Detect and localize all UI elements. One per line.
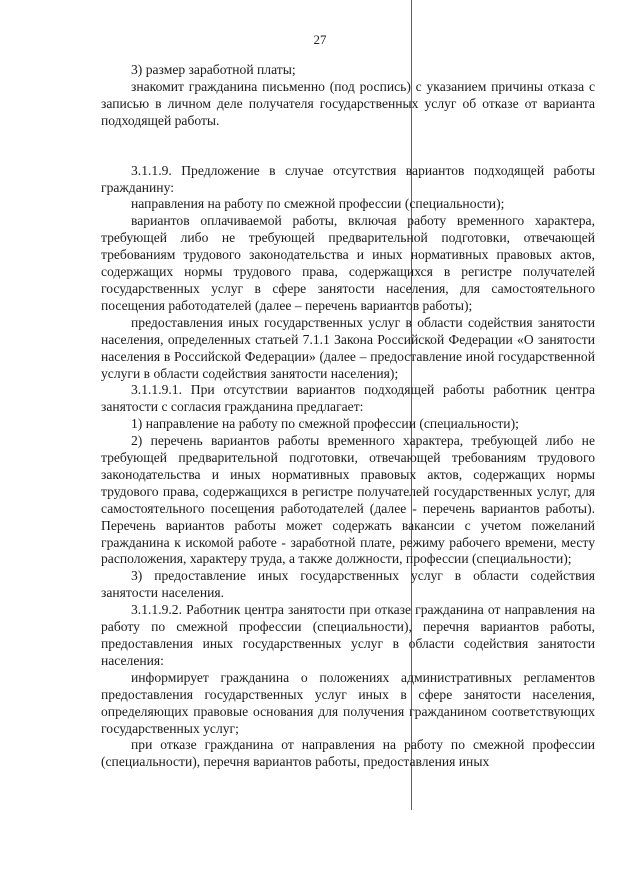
list-item-1: 1) направление на работу по смежной профессии (специальности); — [131, 416, 519, 432]
document-body — [101, 62, 595, 771]
section-heading-3-1-1-9-1: 3.1.1.9.1. При отсутствии вариантов подходящей работы работник центра занятости с согласия гражданина предлагает: — [101, 382, 595, 415]
list-item-3: 3) предоставление иных государственных услуг в области содействия занятости населения. — [101, 568, 595, 601]
paragraph-informs-regulations: информирует гражданина о положениях административных регламентов предоставления государственных услуг иных в сфере занятости населения, определяющих правовые основания для получения гражданином соответствующих государственных услуг; — [101, 669, 595, 736]
paragraph-on-refusal: при отказе гражданина от направления на работу по смежной профессии (специальности), перечня вариантов работы, предоставления иных — [101, 737, 595, 770]
paragraph-other-services: предоставления иных государственных услуг в области содействия занятости населения, определенных статьей 7.1.1 Закона Российской Федерации «О занятости населения в Российской Федерации» (далее – предоставление иной государственной услуги в области содействия занятости населения); — [101, 314, 595, 381]
paragraph-salary: 3) размер заработной платы; — [131, 62, 296, 77]
paragraph-paid-work-variants: вариантов оплачиваемой работы, включая работу временного характера, требующей либо не требующей предварительной подготовки, отвечающей требованиям трудового законодательства и иных нормативных правовых актов, содержащих нормы трудового права, содержащихся в регистре получателей государственных услуг в сфере занятости населения, для самостоятельного посещения работодателей (далее – перечень вариантов работы); — [101, 213, 595, 313]
paragraph-informs-refusal: знакомит гражданина письменно (под роспись) с указанием причины отказа с записью в личном деле получателя государственных услуг об отказе от варианта подходящей работы. — [101, 78, 595, 128]
page-number: 27 — [313, 32, 327, 47]
list-item-2: 2) перечень вариантов работы временного характера, требующей либо не требующей предварительной подготовки, отвечающей требованиям трудового законодательства и иных нормативных правовых актов, содержащих нормы трудового права, содержащихся в регистре получателей государственных услуг, для самостоятельного посещения работодателей (далее - перечень вариантов работы). Перечень вариантов работы может содержать вакансии с учетом пожеланий гражданина к искомой работе - заработной плате, режиму рабочего времени, месту расположения, характеру труда, а также должности, профессии (специальности); — [101, 433, 595, 567]
paragraph-related-profession: направления на работу по смежной профессии (специальности); — [131, 196, 505, 212]
section-heading-3-1-1-9: 3.1.1.9. Предложение в случае отсутствия вариантов подходящей работы гражданину: — [101, 162, 595, 195]
section-heading-3-1-1-9-2: 3.1.1.9.2. Работник центра занятости при отказе гражданина от направления на работу по смежной профессии (специальности), перечня вариантов работы, предоставления иных государственных услуг в области содействия занятости населения: — [101, 602, 595, 668]
